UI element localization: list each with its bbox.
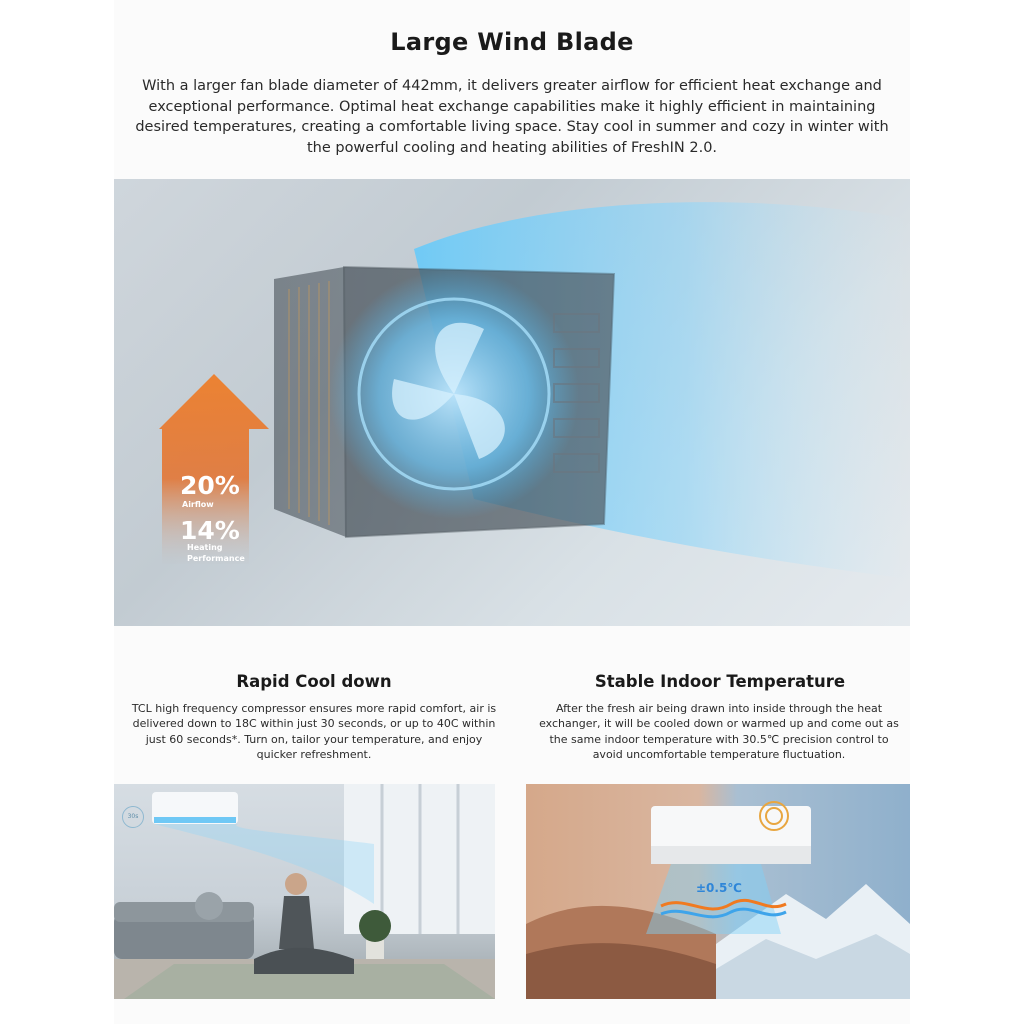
rapid-cool-text: TCL high frequency compressor ensures more rapid comfort, air is delivered down to 18C within just 30 seconds, or up to 40C within just 60 seconds*. Turn on, tailor your temperature, and enjoy quicker refreshment. [131,702,497,761]
living-room-photo [114,784,495,999]
stable-temp-title: Stable Indoor Temperature [594,672,846,691]
timer-icon-label: 30s [127,813,139,820]
airflow-stat-label: Airflow [182,500,214,509]
rapid-cool-title: Rapid Cool down [236,672,392,691]
timer-badge [122,806,144,828]
heating-stat-value: 14% [180,516,240,545]
page-title: Large Wind Blade [390,28,634,56]
product-page [114,0,910,1024]
precision-badge: ±0.5℃ [696,881,742,895]
stable-temp-text: After the fresh air being drawn into inside through the heat exchanger, it will be cooled down or warmed up and come out as the same indoor temperature with 30.5℃ precision control to avoid uncomfortable temperature fluctuation. [539,702,899,761]
hero-image [114,179,910,626]
landscape-photo [526,784,910,999]
heating-stat-label-2: Performance [187,554,245,563]
intro-paragraph: With a larger fan blade diameter of 442mm, it delivers greater airflow for efficient heat exchange and exceptional performance. Optimal heat exchange capabilities make it highly efficient in maintaining desired temperatures, creating a comfortable living space. Stay cool in summer and cozy in winter with the powerful cooling and heating abilities of FreshIN 2.0. [135,78,889,156]
airflow-stat-value: 20% [180,471,240,500]
heating-stat-label-1: Heating [187,543,223,552]
